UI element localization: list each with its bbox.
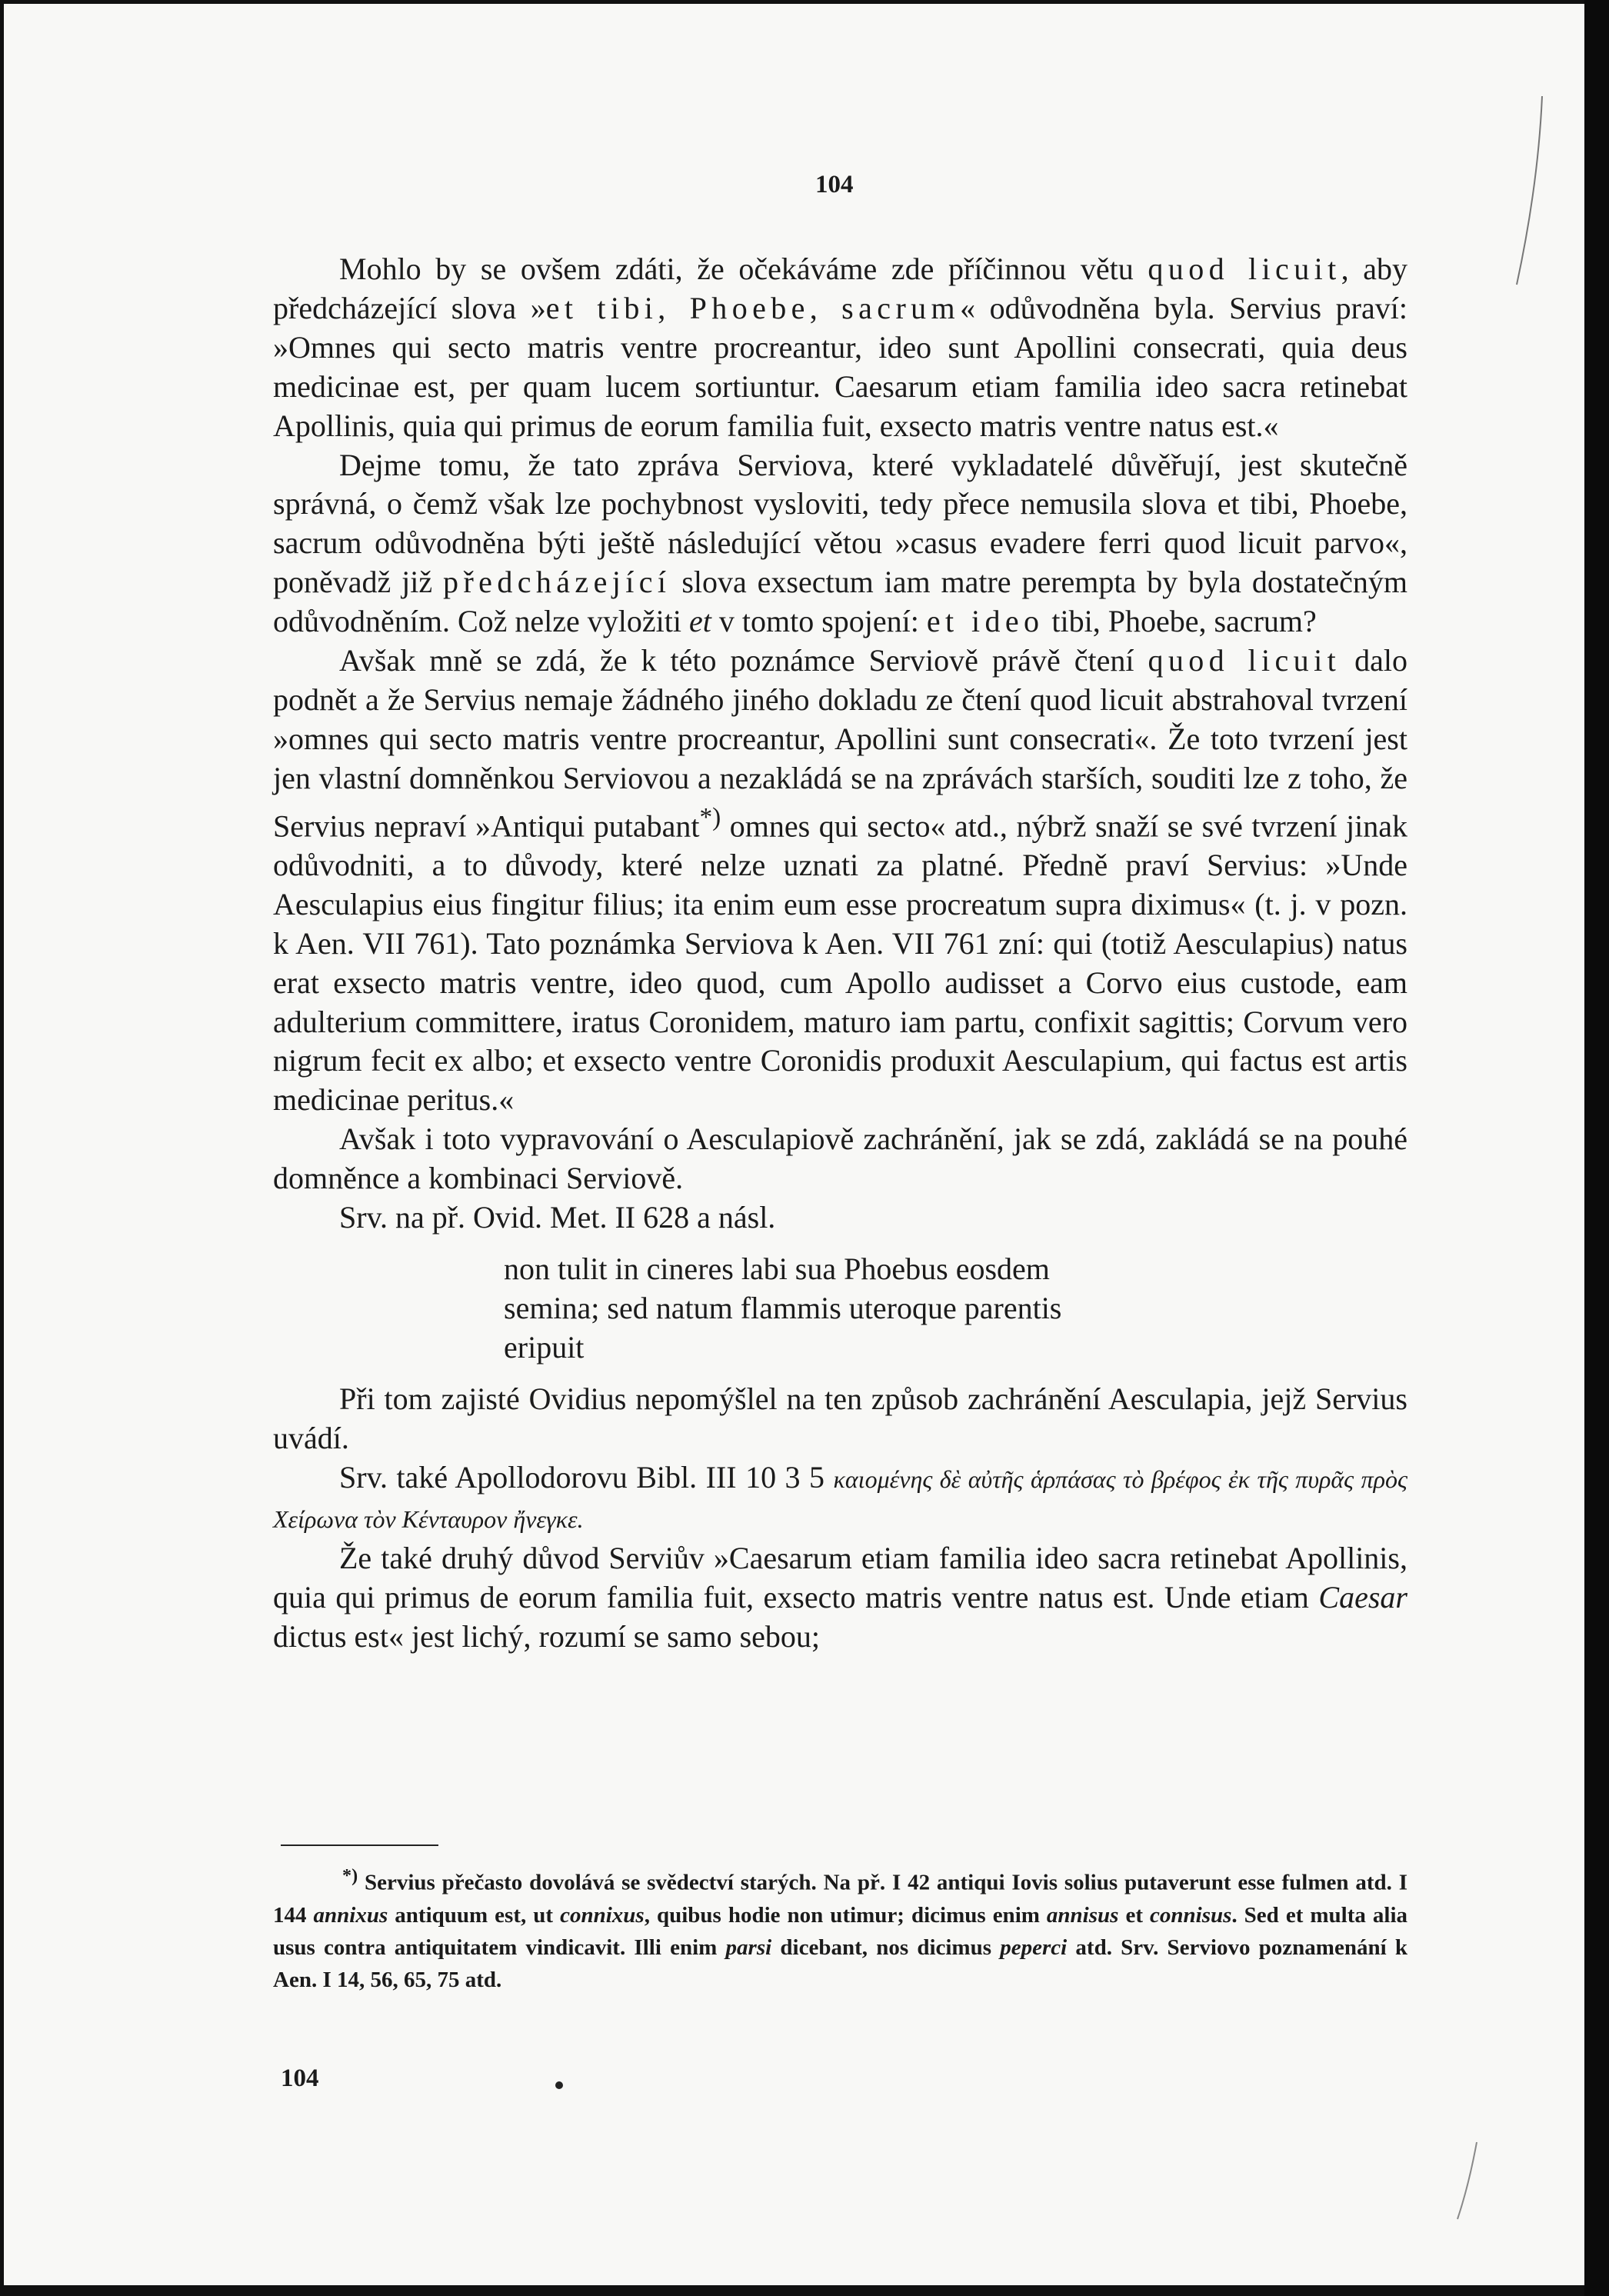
text-sup: *) bbox=[699, 802, 721, 831]
paragraph bbox=[273, 1539, 1407, 1657]
page-number-header: 104 bbox=[815, 171, 854, 198]
text-run: omnes qui secto« atd., nýbrž snaží se své tvrzení jinak odůvodniti, a to důvody, které nelze uznati za platné. Předně praví Servius: »Unde Aesculapius eius fingitur filius; ita enim eum esse procreatum supra diximus« (t. j. v pozn. k Aen. VII 761). Tato poznámka Serviova k Aen. VII 761 zní: qui (totiž Aesculapius) natus erat exsecto matris ventre, ideo quod, cum Apollo audisset a Corvo eius custode, eam adulterium committere, iratus Coronidem, maturo iam partu, confixit sagittis; Corvum vero nigrum fecit ex albo; et exsecto ventre Coronidis produxit Aesculapium, qui factus est artis medicinae peritus.« bbox=[273, 808, 1407, 1118]
text-run: Že také druhý důvod Serviův »Caesarum etiam familia ideo sacra retinebat Apollinis, quia qui primus de eorum familia fuit, exsecto matris ventre natus est. Unde etiam bbox=[273, 1541, 1407, 1615]
main-text bbox=[273, 250, 1407, 1657]
footnote-text bbox=[273, 1860, 1407, 1996]
text-run: Srv. také Apollodorovu Bibl. III 10 3 5 bbox=[339, 1459, 834, 1495]
text-sup: *) bbox=[342, 1865, 358, 1886]
text-run: Avšak mně se zdá, že k této poznámce Serviově právě čtení bbox=[339, 643, 1148, 678]
paragraphs-after-verse bbox=[273, 1380, 1407, 1657]
paragraph bbox=[273, 1120, 1407, 1198]
text-run: Při tom zajisté Ovidius nepomýšlel na ten způsob zachránění Aesculapia, jejž Servius uvádí. bbox=[273, 1381, 1407, 1455]
scan-border-left bbox=[0, 0, 4, 2296]
text-italic: annixus bbox=[313, 1902, 388, 1928]
text-italic: annisus bbox=[1046, 1902, 1119, 1928]
text-spaced: quod licuit bbox=[1148, 252, 1341, 286]
scan-scratch-mark bbox=[1446, 2138, 1492, 2223]
text-run: dalo podnět a že Servius nemaje žádného jiného dokladu ze čtení quod licuit abstrahoval tvrzení »omnes qui secto matris ventre procreantur, Apollini sunt consecrati«. Že toto tvrzení jest jen vlastní domněnkou Serviovou a nezakládá se na zprávách starších, souditi lze z toho, že Servius nepraví »Antiqui putabant bbox=[273, 643, 1407, 844]
text-italic: et bbox=[689, 604, 711, 639]
paragraphs-before-verse bbox=[273, 250, 1407, 1238]
text-spaced: et ideo bbox=[926, 604, 1044, 639]
text-run: v tomto spojení: bbox=[711, 604, 927, 639]
ink-spot bbox=[555, 2081, 563, 2089]
text-run: Avšak i toto vypravování o Aesculapiově zachránění, jak se zdá, zakládá se na pouhé domněnce a kombinaci Serviově. bbox=[273, 1121, 1407, 1196]
scan-border-bottom bbox=[0, 2285, 1584, 2296]
paragraph bbox=[273, 1380, 1407, 1458]
text-run: , quibus hodie non utimur; dicimus enim bbox=[644, 1902, 1047, 1928]
text-run: dictus est« jest lichý, rozumí se samo sebou; bbox=[273, 1619, 820, 1655]
verse-quotation bbox=[504, 1250, 1196, 1368]
text-italic: connisus bbox=[1150, 1902, 1232, 1928]
paragraph bbox=[273, 1198, 1407, 1238]
verse-line: non tulit in cineres labi sua Phoebus eosdem bbox=[504, 1251, 1050, 1286]
text-run: Srv. na př. Ovid. Met. II 628 a násl. bbox=[339, 1200, 776, 1235]
text-spaced: předcházející bbox=[443, 565, 671, 600]
text-spaced: quod licuit bbox=[1148, 643, 1341, 678]
text-run: antiquum est, ut bbox=[388, 1902, 561, 1928]
text-run: « odůvodněna byla. Servius praví: »Omnes qui secto matris ventre procreantur, ideo sunt Apollini consecrati, quia deus medicinae est, per quam lucem sortiuntur. Caesarum etiam familia ideo sacra retinebat Apollinis, quia qui primus de eorum familia fuit, exsecto matris ventre natus est.« bbox=[273, 290, 1407, 443]
paragraph bbox=[273, 250, 1407, 446]
text-run: Mohlo by se ovšem zdáti, že očekáváme zde příčinnou větu bbox=[339, 252, 1148, 286]
scan-border-right bbox=[1584, 0, 1609, 2296]
paragraph bbox=[273, 446, 1407, 642]
text-italic: peperci bbox=[1000, 1934, 1068, 1960]
text-run: , aby předcházející slova » bbox=[273, 252, 1408, 325]
verse-line: semina; sed natum flammis uteroque parentis bbox=[504, 1290, 1062, 1325]
scan-border-top bbox=[0, 0, 1584, 4]
text-run: Dejme tomu, že tato zpráva Serviova, které vykladatelé důvěřují, jest skutečně správná, o čemž však lze pochybnost vysloviti, tedy přece nemusila slova et tibi, Phoebe, sacrum odůvodněna býti ještě následující větou »casus evadere ferri quod licuit parvo«, poněvadž již bbox=[273, 447, 1407, 600]
text-italic: connixus bbox=[560, 1902, 645, 1928]
text-run: tibi, Phoebe, sacrum? bbox=[1044, 604, 1317, 639]
text-spaced: et tibi, Phoebe, sacrum bbox=[545, 290, 961, 325]
footnote bbox=[273, 1860, 1407, 1996]
paragraph bbox=[273, 1458, 1407, 1540]
page-number-footer: 104 bbox=[281, 2064, 319, 2092]
text-italic: Caesar bbox=[1318, 1580, 1407, 1615]
footnote-separator bbox=[281, 1844, 438, 1846]
text-run: dicebant, nos dicimus bbox=[771, 1934, 1001, 1960]
verse-line: eripuit bbox=[504, 1329, 585, 1365]
text-run: . Sed et multa alia usus contra antiquitatem vindicavit. Illi enim bbox=[273, 1902, 1408, 1960]
text-run: slova exsectum iam matre perempta by byla dostatečným odůvodněním. Což nelze vyložiti bbox=[273, 565, 1407, 639]
paragraph bbox=[273, 641, 1407, 1120]
text-italic: parsi bbox=[725, 1934, 772, 1960]
text-run: et bbox=[1118, 1902, 1151, 1928]
text-run: atd. Srv. Serviovo poznamenání k Aen. I 14, 56, 65, 75 atd. bbox=[273, 1934, 1407, 1992]
scan-scratch-mark bbox=[1507, 92, 1554, 292]
text-greek: καιομένης δὲ αὐτῆς ἁρπάσας τὸ βρέφος ἐκ τῆς πυρᾶς πρὸς Χείρωνα τὸν Κένταυρον ἤνεγκε. bbox=[273, 1465, 1407, 1534]
text-run: Servius přečasto dovolává se svědectví starých. Na př. I 42 antiqui Iovis solius putaverunt esse fulmen atd. I 144 bbox=[273, 1870, 1407, 1928]
